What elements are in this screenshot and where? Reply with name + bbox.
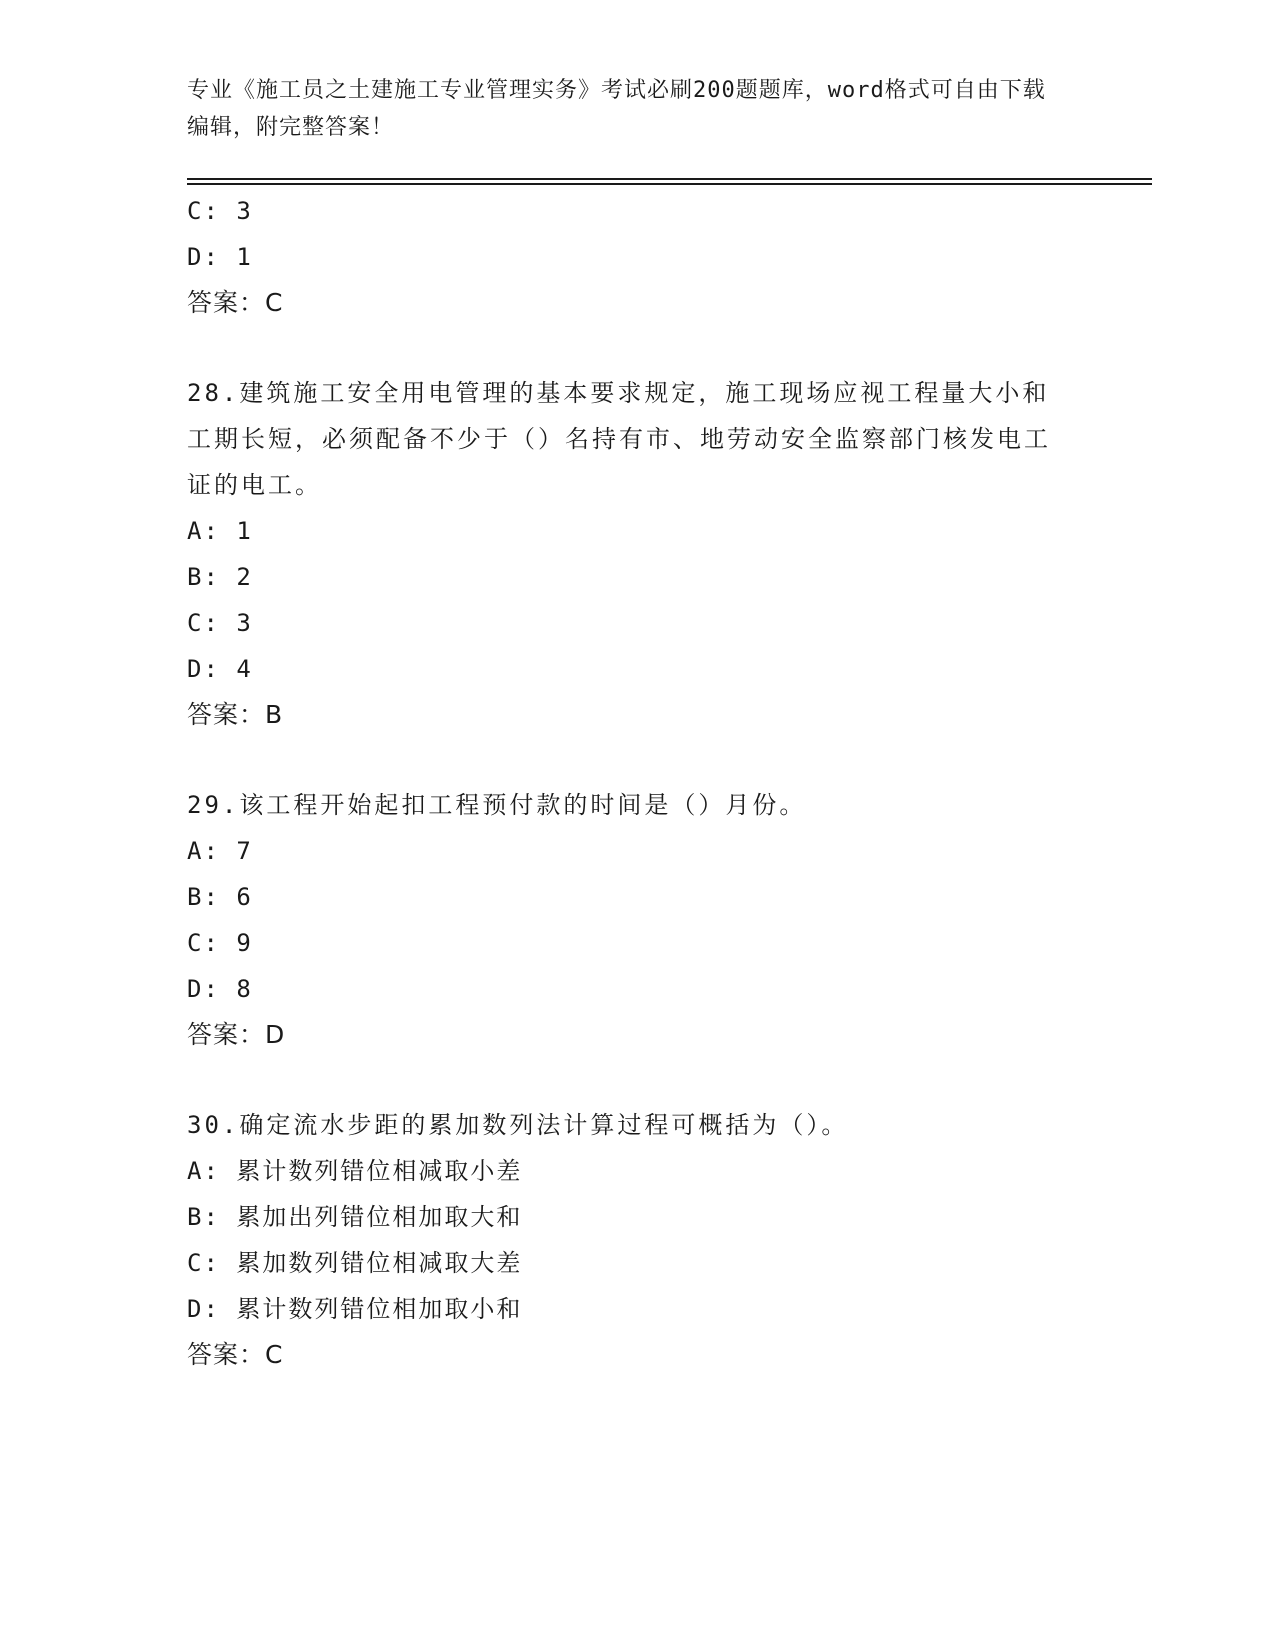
option-d: D: 8: [187, 975, 253, 1003]
question-30: [187, 1102, 1087, 1378]
option-c: C: 累加数列错位相减取大差: [187, 1249, 523, 1277]
answer-line: 答案：C: [187, 288, 284, 317]
option-c: C: 3: [187, 609, 253, 637]
question-text: 30.确定流水步距的累加数列法计算过程可概括为（）。: [187, 1111, 849, 1139]
question-29: [187, 782, 1087, 1058]
carryover-block: [187, 188, 1087, 326]
option-a: A: 累计数列错位相减取小差: [187, 1157, 523, 1185]
question-list: [187, 188, 1087, 1378]
document-header: [187, 72, 1067, 146]
question-28: [187, 370, 1087, 738]
option-a: A: 1: [187, 517, 253, 545]
option-d: D: 累计数列错位相加取小和: [187, 1295, 523, 1323]
option-b: B: 6: [187, 883, 253, 911]
option-d: D: 4: [187, 655, 253, 683]
answer-line: 答案：C: [187, 1340, 284, 1369]
header-divider-top: [187, 178, 1152, 180]
document-title: 专业《施工员之土建施工专业管理实务》考试必刷200题题库，word格式可自由下载编辑，附完整答案！: [187, 78, 1046, 140]
option-b: B: 累加出列错位相加取大和: [187, 1203, 523, 1231]
option-d: D: 1: [187, 243, 253, 271]
option-a: A: 7: [187, 837, 253, 865]
option-c: C: 9: [187, 929, 253, 957]
question-text: 28.建筑施工安全用电管理的基本要求规定，施工现场应视工程量大小和工期长短，必须配备不少于（）名持有市、地劳动安全监察部门核发电工证的电工。: [187, 379, 1051, 499]
option-b: B: 2: [187, 563, 253, 591]
header-divider-bottom: [187, 183, 1152, 185]
question-text: 29.该工程开始起扣工程预付款的时间是（）月份。: [187, 791, 807, 819]
answer-line: 答案：B: [187, 700, 284, 729]
answer-line: 答案：D: [187, 1020, 286, 1049]
option-c: C: 3: [187, 197, 253, 225]
